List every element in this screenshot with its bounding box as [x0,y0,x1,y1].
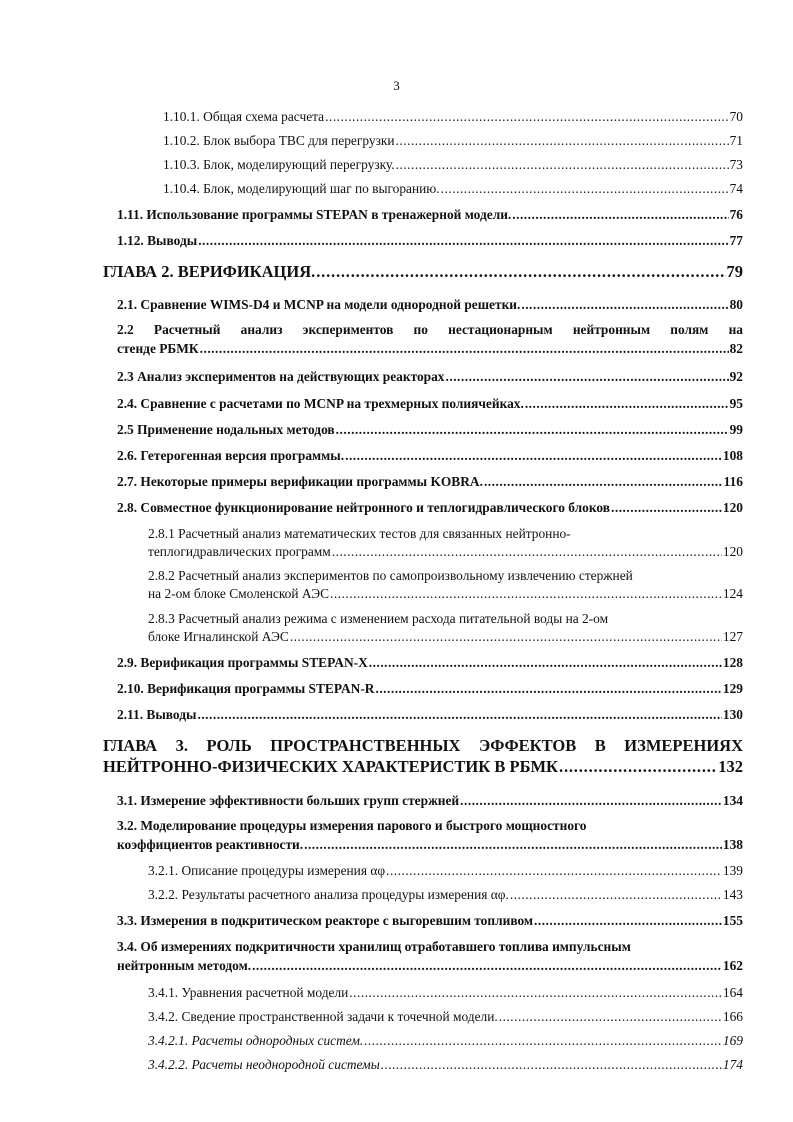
toc-entry-title-line2: на 2-ом блоке Смоленской АЭС [148,586,329,601]
leader-dots [512,206,728,223]
leader-dots [525,395,729,412]
toc-entry-2-11[interactable] [117,706,743,723]
toc-entry-title: 1.10.1. Общая схема расчета [163,109,325,124]
toc-entry-2-3[interactable] [117,368,743,385]
toc-entry-2-10[interactable] [117,680,743,697]
toc-entry-page: 116 [723,474,743,489]
toc-entry-title: 2.6. Гетерогенная версия программы. [117,448,345,463]
leader-dots [198,232,728,249]
toc-entry-page: 129 [722,681,743,696]
toc-entry-2-9[interactable] [117,654,743,671]
toc-entry-2-6[interactable] [117,447,743,464]
leader-dots [611,499,722,516]
leader-dots [197,706,721,723]
toc-entry-2-4[interactable] [117,395,743,412]
toc-entry-title-line2: блоке Игналинской АЭС [148,629,289,644]
toc-entry-3-4-1[interactable] [148,984,743,1001]
toc-entry-title-line1: 2.8.2 Расчетный анализ экспериментов по самопроизвольному извлечению стержней [148,568,633,583]
toc-entry-page: 132 [718,757,743,776]
leader-dots [330,585,722,602]
leader-dots [510,886,722,903]
leader-dots [386,862,722,879]
toc-entry-title: 1.10.2. Блок выбора ТВС для перегрузки [163,133,395,148]
toc-entry-page: 74 [729,181,743,196]
toc-entry-title: 1.10.4. Блок, моделирующий шаг по выгоранию. [163,181,440,196]
toc-entry-2-1[interactable] [117,296,743,313]
toc-entry-title-line2: теплогидравлических программ [148,544,331,559]
toc-entry-page: 73 [729,157,743,172]
leader-dots [499,1008,722,1025]
leader-dots [381,1056,722,1073]
leader-dots [521,296,728,313]
toc-entry-page: 108 [722,448,743,463]
toc-entry-page: 70 [729,109,743,124]
toc-entry-page: 143 [722,887,743,902]
toc-entry-page: 162 [722,958,743,973]
toc-entry-title-line2: стенде РБМК [117,341,199,356]
toc-entry-title: 2.3 Анализ экспериментов на действующих реакторах [117,369,445,384]
toc-chapter-2[interactable] [103,263,743,280]
leader-dots [484,473,723,490]
toc-entry-title: 2.7. Некоторые примеры верификации программы KOBRA. [117,474,483,489]
toc-entry-page: 134 [722,793,743,808]
toc-entry-page: 155 [722,913,743,928]
toc-entry-2-8[interactable] [117,499,743,516]
toc-entry-title-line1: 2.8.3 Расчетный анализ режима с изменением расхода питательной воды на 2-ом [148,611,609,626]
toc-entry-page: 76 [729,207,743,222]
toc-entry-3-3[interactable] [117,912,743,929]
toc-entry-title: 3.2.2. Результаты расчетного анализа процедуры измерения αφ. [148,887,509,902]
toc-entry-3-2-1[interactable] [148,862,743,879]
toc-entry-title-line2: НЕЙТРОННО-ФИЗИЧЕСКИХ ХАРАКТЕРИСТИК В РБМК [103,757,559,776]
toc-entry-3-4-2-1[interactable] [148,1032,743,1049]
leader-dots [364,1032,722,1049]
toc-entry-3-4-2[interactable] [148,1008,743,1025]
toc-entry-1-10-4[interactable] [163,180,743,197]
toc-entry-title-line2: коэффициентов реактивности. [117,837,304,852]
leader-dots [534,912,722,929]
page-number: 3 [393,78,400,93]
toc-entry-page: 128 [722,655,743,670]
toc-entry-3-4-2-2[interactable] [148,1056,743,1073]
toc-entry-title-line1: ГЛАВА 3. РОЛЬ ПРОСТРАНСТВЕННЫХ ЭФФЕКТОВ В ИЗМЕРЕНИЯХ [103,736,743,755]
toc-entry-title: 3.4.2.2. Расчеты неоднородной системы [148,1057,380,1072]
toc-entry-title: 3.1. Измерение эффективности больших групп стержней [117,793,460,808]
toc-entry-title: 3.4.2. Сведение пространственной задачи к точечной модели. [148,1009,498,1024]
toc-entry-page: 82 [729,341,743,356]
toc-entry-title: 2.9. Верификация программы STEPAN-X [117,655,368,670]
leader-dots [349,984,722,1001]
toc-entry-title-line2: нейтронным методом. [117,958,252,973]
leader-dots [396,156,729,173]
toc-entry-page: 138 [722,837,743,852]
toc-entry-page: 169 [722,1033,743,1048]
toc-entry-2-5[interactable] [117,421,743,438]
toc-entry-title: 3.4.2.1. Расчеты однородных систем. [148,1033,364,1048]
toc-entry-title: 2.4. Сравнение с расчетами по MCNP на трехмерных полиячейках. [117,396,524,411]
toc-entry-title: ГЛАВА 2. ВЕРИФИКАЦИЯ. [103,262,316,281]
leader-dots [396,132,729,149]
toc-entry-title: 1.11. Использование программы STEPAN в тренажерной модели. [117,207,512,222]
toc-entry-title: 2.5 Применение нодальных методов [117,422,335,437]
toc-entry-1-10-2[interactable] [163,132,743,149]
toc-entry-title-line1: 2.8.1 Расчетный анализ математических тестов для связанных нейтронно- [148,526,571,541]
toc-entry-page: 79 [726,262,743,281]
toc-entry-title: 1.10.3. Блок, моделирующий перегрузку. [163,157,395,172]
toc-entry-title: 1.12. Выводы [117,233,198,248]
leader-dots [200,340,729,357]
toc-entry-title: 2.10. Верификация программы STEPAN-R [117,681,375,696]
toc-entry-page: 164 [722,985,743,1000]
toc-entry-page: 130 [722,707,743,722]
toc-entry-page: 120 [722,544,743,559]
leader-dots [316,263,725,280]
leader-dots [441,180,729,197]
toc-entry-3-1[interactable] [117,792,743,809]
toc-entry-title: 3.4.1. Уравнения расчетной модели [148,985,349,1000]
toc-entry-3-2-2[interactable] [148,886,743,903]
toc-entry-title-line1: 3.2. Моделирование процедуры измерения парового и быстрого мощностного [117,818,587,833]
toc-entry-1-11[interactable] [117,206,743,223]
toc-entry-title: 2.11. Выводы [117,707,197,722]
toc-entry-title: 2.8. Совместное функционирование нейтронного и теплогидравлического блоков [117,500,610,515]
leader-dots [559,758,717,775]
toc-entry-page: 92 [729,369,743,384]
leader-dots [336,421,729,438]
toc-entry-2-7[interactable] [117,473,743,490]
toc-entry-page: 139 [722,863,743,878]
toc-entry-page: 174 [722,1057,743,1072]
leader-dots [332,543,722,560]
leader-dots [252,957,722,974]
toc-entry-page: 77 [729,233,743,248]
toc-entry-title: 2.1. Сравнение WIMS-D4 и MCNP на модели однородной решетки. [117,297,521,312]
toc-entry-page: 99 [729,422,743,437]
leader-dots [325,108,728,125]
leader-dots [304,836,722,853]
toc-entry-page: 71 [729,133,743,148]
toc-entry-page: 124 [722,586,743,601]
toc-entry-page: 127 [722,629,743,644]
toc-entry-1-10-3[interactable] [163,156,743,173]
toc-entry-page: 120 [722,500,743,515]
leader-dots [345,447,722,464]
toc-entry-1-10-1[interactable] [163,108,743,125]
toc-entry-title-line1: 3.4. Об измерениях подкритичности хранилищ отработавшего топлива импульсным [117,939,631,954]
toc-entry-title-line1: 2.2 Расчетный анализ экспериментов по нестационарным нейтронным полям на [117,322,743,337]
leader-dots [369,654,722,671]
leader-dots [375,680,721,697]
leader-dots [290,628,722,645]
toc-entry-page: 80 [729,297,743,312]
toc-entry-title: 3.3. Измерения в подкритическом реакторе с выгоревшим топливом [117,913,534,928]
toc-entry-page: 95 [729,396,743,411]
leader-dots [446,368,729,385]
toc-entry-title: 3.2.1. Описание процедуры измерения αφ [148,863,386,878]
toc-entry-1-12[interactable] [117,232,743,249]
leader-dots [460,792,722,809]
toc-entry-page: 166 [722,1009,743,1024]
